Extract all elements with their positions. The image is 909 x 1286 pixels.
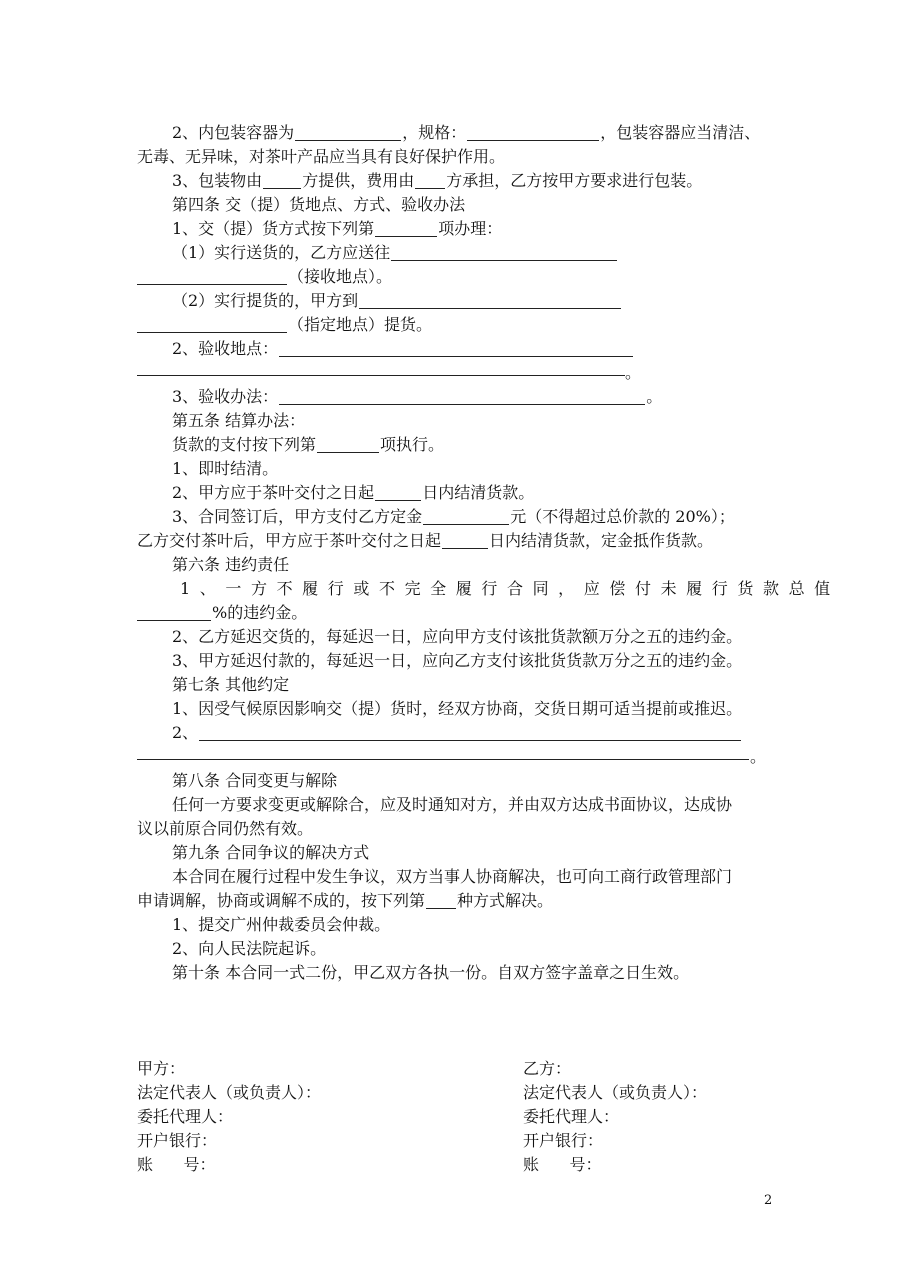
blank-field [137,268,287,285]
penalty-percent-line [137,603,307,625]
text: 1、交（提）货方式按下列第 [172,219,375,238]
text: 2、内包装容器为 [172,123,295,142]
article-heading-9: 第九条 合同争议的解决方式 [172,843,370,862]
text: %的违约金。 [212,603,308,622]
text-line: 无毒、无异味，对茶叶产品应当具有良好保护作用。 [137,147,506,166]
text: 项办理： [438,219,503,238]
text: 。 [750,747,767,766]
text: 种方式解决。 [457,891,554,910]
blank-field [375,220,437,237]
text: ，包装容器应当清洁、 [600,123,761,142]
party-a-representative: 法定代表人（或负责人）： [137,1083,322,1102]
text-line: 1、一方不履行或不完全履行合同，应偿付未履行货款总值 [180,579,840,598]
blank-field [137,316,287,333]
page-number: 2 [764,1193,773,1208]
clause-packaging-material [172,171,702,193]
text: 日内结清货款。 [422,483,535,502]
text: （2）实行提货的，甲方到 [172,291,359,310]
text-line: 1、即时结清。 [172,459,279,478]
article-heading-4: 第四条 交（提）货地点、方式、验收办法 [172,195,466,214]
inspection-place [172,339,634,361]
blank-field [263,172,301,189]
blank-field [375,484,421,501]
text: ，规格： [402,123,467,142]
payment-option-line [172,435,444,457]
text: 方承担，乙方按甲方要求进行包装。 [446,171,703,190]
blank-field [467,124,599,141]
text: 2、 [172,723,199,742]
blank-field [317,436,379,453]
text: （接收地点）。 [288,267,393,286]
inspection-method [172,387,662,409]
blank-field [137,759,749,760]
blank-field [426,892,456,909]
text: （1）实行送货的，乙方应送往 [172,243,391,262]
delivery-method-line [172,219,502,241]
party-b-account: 账 号： [523,1155,602,1174]
text: 方提供，费用由 [302,171,415,190]
delivery-option-2-cont [137,315,432,337]
party-a-label: 甲方： [137,1059,186,1078]
article-heading-6: 第六条 违约责任 [172,555,290,574]
text: 货款的支付按下列第 [172,435,317,454]
text-line: 2、向人民法院起诉。 [172,939,327,958]
article-heading-5: 第五条 结算办法： [172,411,306,430]
text: 3、合同签订后，甲方支付乙方定金 [172,507,423,526]
text-line: 任何一方要求变更或解除合，应及时通知对方，并由双方达成书面协议，达成协 [172,795,733,814]
text-line: 1、提交广州仲裁委员会仲裁。 [172,915,391,934]
blank-field [279,388,645,405]
blank-field [199,724,741,741]
text: 日内结清货款，定金抵作货款。 [489,531,714,550]
delivery-option-1-cont [137,267,392,289]
other-terms-line [172,723,742,745]
party-b-agent: 委托代理人： [523,1107,620,1126]
blank-field [279,340,633,357]
text: 3、验收办法： [172,387,279,406]
delivery-option-1 [172,243,618,265]
text: 项执行。 [380,435,445,454]
article-heading-7: 第七条 其他约定 [172,675,290,694]
blank-field [137,375,625,376]
text: 。 [625,363,642,382]
article-heading-10: 第十条 本合同一式二份，甲乙双方各执一份。自双方签字盖章之日生效。 [172,963,690,982]
payment-option-3-cont [137,531,713,553]
payment-option-2 [172,483,534,505]
blank-field [359,292,621,309]
party-a-bank: 开户银行： [137,1131,218,1150]
blank-field [442,532,488,549]
party-a-account: 账 号： [137,1155,216,1174]
text-line: 2、乙方延迟交货的，每延迟一日，应向甲方支付该批货款额万分之五的违约金。 [172,627,743,646]
text-line: 3、甲方延迟付款的，每延迟一日，应向乙方支付该批货货款万分之五的违约金。 [172,651,743,670]
party-b-label: 乙方： [523,1059,572,1078]
text: 。 [646,387,663,406]
text: 元（不得超过总价款的 20%）； [510,507,735,526]
text: 乙方交付茶叶后，甲方应于茶叶交付之日起 [137,531,442,550]
dispute-method-line [137,891,553,913]
blank-field [423,508,509,525]
text-line: 1、因受气候原因影响交（提）货时，经双方协商，交货日期可适当提前或推迟。 [172,699,743,718]
text: 3、包装物由 [172,171,263,190]
text: （指定地点）提货。 [288,315,433,334]
clause-packaging-container [172,123,760,145]
blank-field [137,604,211,621]
text-line: 议以前原合同仍然有效。 [137,819,314,838]
text: 申请调解，协商或调解不成的，按下列第 [137,891,426,910]
blank-field [295,124,401,141]
party-b-representative: 法定代表人（或负责人）： [523,1083,708,1102]
payment-option-3 [172,507,735,529]
blank-field [391,244,617,261]
blank-field [415,172,445,189]
text-line: 本合同在履行过程中发生争议，双方当事人协商解决，也可向工商行政管理部门 [172,867,733,886]
article-heading-8: 第八条 合同变更与解除 [172,771,338,790]
text: 2、验收地点： [172,339,279,358]
text: 2、甲方应于茶叶交付之日起 [172,483,375,502]
party-a-agent: 委托代理人： [137,1107,234,1126]
delivery-option-2 [172,291,622,313]
party-b-bank: 开户银行： [523,1131,604,1150]
